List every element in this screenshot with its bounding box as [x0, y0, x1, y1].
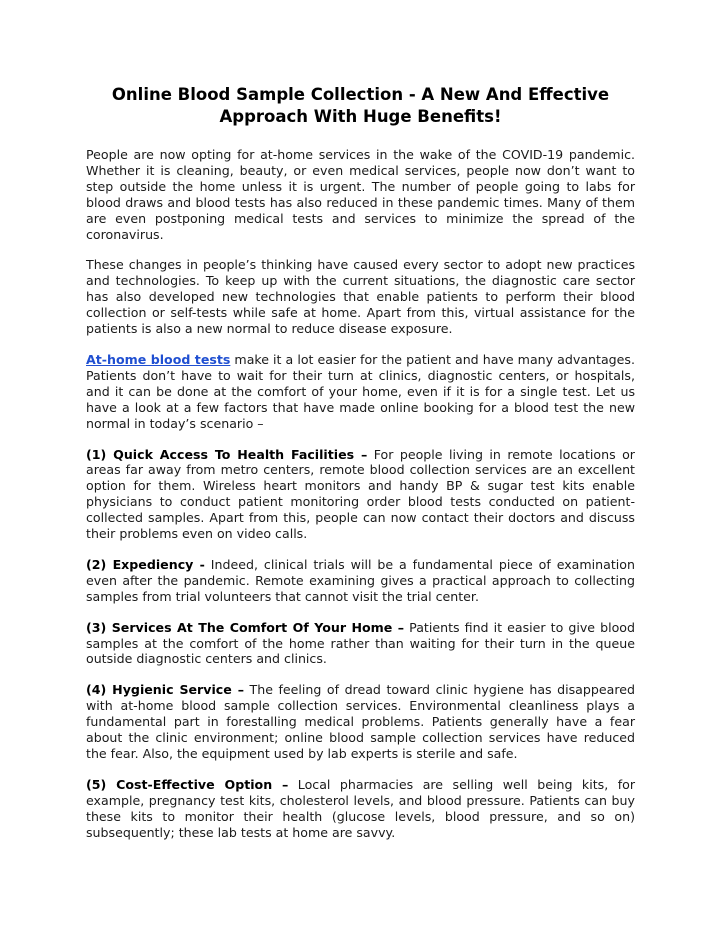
section-cost-effective — [86, 777, 635, 841]
section-text: Patients find it easier to give blood samples at the comfort of the home rather than waiting for their turn in the queue outside diagnostic centers and clinics. — [86, 619, 636, 667]
section-heading: (4) Hygienic Service – — [86, 682, 245, 698]
section-quick-access — [86, 447, 635, 542]
section-expediency — [86, 557, 635, 605]
intro-paragraph-2: These changes in people’s thinking have caused every sector to adopt new practices and technologies. To keep up with the current situations, the diagnostic care sector has also developed new technologies that enable patients to perform their blood collection or self-tests while safe at home. Apart from this, virtual assistance for the patients is also a new normal to reduce disease exposure. — [86, 257, 635, 337]
section-heading: (1) Quick Access To Health Facilities – — [86, 446, 368, 462]
document-title: Online Blood Sample Collection - A New And Effective Approach With Huge Benefits! — [111, 85, 610, 126]
intro-paragraph-1: People are now opting for at-home services in the wake of the COVID-19 pandemic. Whether it is cleaning, beauty, or even medical services, people now don’t want to step outside the home unless it is urgent. The number of people going to labs for blood draws and blood tests has also reduced in these pandemic times. Many of them are even postponing medical tests and services to minimize the spread of the coronavirus. — [86, 147, 635, 242]
link-paragraph — [86, 352, 635, 432]
link-paragraph-text: make it a lot easier for the patient and have many advantages. Patients don’t have to wait for their turn at clinics, diagnostic centers, or hospitals, and it can be done at the comfort of your home, even if it is for a single test. Let us have a look at a few factors that have made online booking for a blood test the new normal in today’s scenario – — [86, 351, 635, 431]
section-home-comfort — [86, 620, 635, 668]
section-heading: (5) Cost-Effective Option – — [86, 776, 289, 792]
section-hygienic-service — [86, 682, 635, 762]
document-page — [86, 84, 635, 856]
section-text: Local pharmacies are selling well being kits, for example, pregnancy test kits, cholesterol levels, and blood pressure. Patients can buy these kits to monitor their health (glucose levels, blood pressure, and so on) subsequently; these lab tests at home are savvy. — [86, 776, 636, 840]
section-text: Indeed, clinical trials will be a fundamental piece of examination even after the pandemic. Remote examining gives a practical approach to collecting samples from trial volunteers that cannot visit the trial center. — [86, 556, 635, 604]
section-heading: (3) Services At The Comfort Of Your Home – — [86, 619, 405, 635]
section-text: The feeling of dread toward clinic hygiene has disappeared with at-home blood sample collection services. Environmental cleanliness plays a fundamental part in forestalling medical problems. Patients generally have a fear about the clinic environment; online blood sample collection services have reduced the fear. Also, the equipment used by lab experts is sterile and safe. — [86, 682, 635, 761]
section-text: For people living in remote locations or areas far away from metro centers, remote blood collection services are an excellent option for them. Wireless heart monitors and handy BP & sugar test kits enable physicians to conduct patient monitoring order blood tests conducted on patient-collected samples. Apart from this, people can now contact their doctors and discuss their problems even on video calls. — [86, 446, 635, 542]
at-home-blood-tests-link[interactable]: At-home blood tests — [86, 351, 231, 367]
section-heading: (2) Expediency - — [86, 556, 205, 572]
